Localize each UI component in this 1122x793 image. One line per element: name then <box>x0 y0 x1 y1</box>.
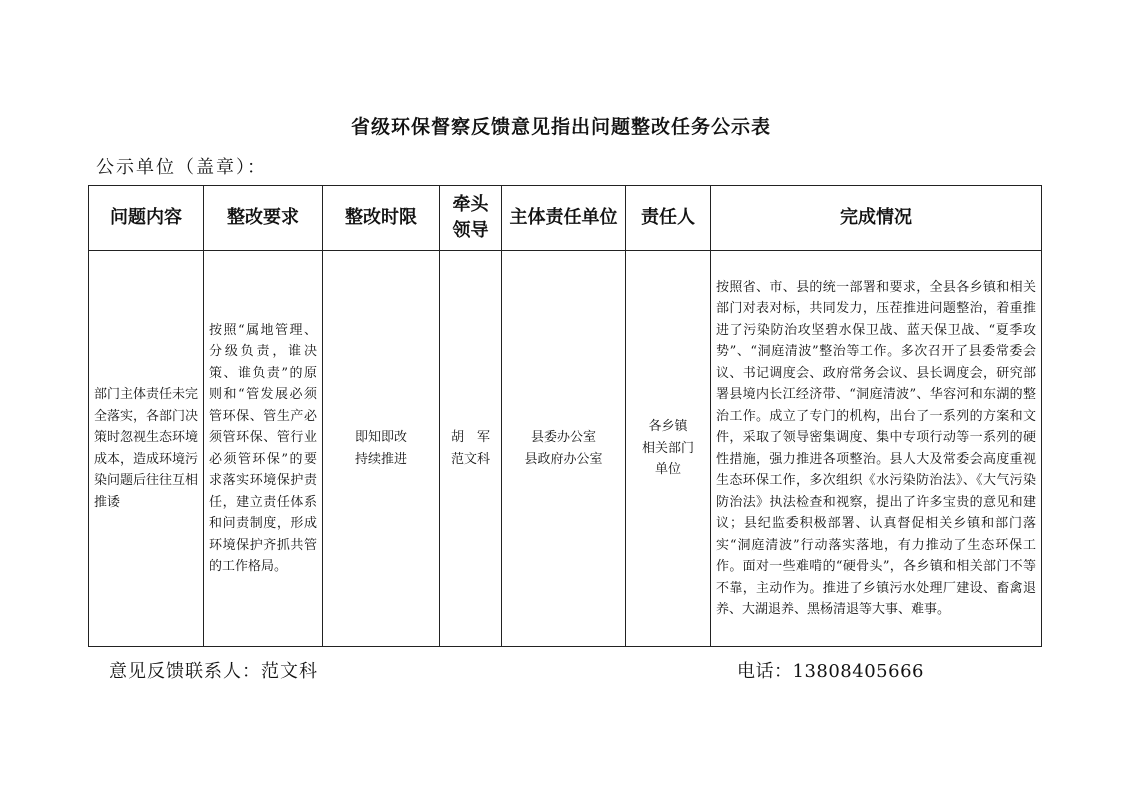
cell-completion: 按照省、市、县的统一部署和要求，全县各乡镇和相关部门对表对标，共同发力，压茬推进问题整治，着重推进了污染防治攻坚碧水保卫战、蓝天保卫战、“夏季攻势”、“洞庭清波”整治等工作。多次召开了县委常委会议、书记调度会、政府常务会议、县长调度会，研究部署县境内长江经济带、“洞庭清波”、华容河和东湖的整治工作。成立了专门的机构，出台了一系列的方案和文件，采取了领导密集调度、集中专项行动等一系列的硬性措施，强力推进各项整治。县人大及常委会高度重视生态环保工作，多次组织《水污染防治法》、《大气污染防治法》执法检查和视察，提出了许多宝贵的意见和建议；县纪监委积极部署、认真督促相关乡镇和部门落实“洞庭清波”行动落实落地，有力推动了生态环保工作。面对一些难啃的“硬骨头”，各乡镇和相关部门不等不靠，主动作为。推进了乡镇污水处理厂建设、畜禽退养、大湖退养、黑杨清退等大事、难事。 <box>711 251 1042 647</box>
table-header-row <box>89 186 1042 251</box>
cell-requirement: 按照“属地管理、分级负责，谁决策、谁负责”的原则和“管发展必须管环保、管生产必须管环保、管行业必须管环保”的要求落实环境保护责任，建立责任体系和问责制度，形成环境保护齐抓共管的工作格局。 <box>204 251 323 647</box>
unit-line-1: 县委办公室 <box>530 430 596 445</box>
header-requirement: 整改要求 <box>204 186 323 251</box>
header-responsible-unit: 主体责任单位 <box>502 186 626 251</box>
document-title: 省级环保督察反馈意见指出问题整改任务公示表 <box>350 116 771 138</box>
cell-issue: 部门主体责任未完全落实，各部门决策时忽视生态环境成本，造成环境污染问题后往往互相推诿 <box>89 251 204 647</box>
cell-deadline <box>323 251 440 647</box>
unit-line-2: 县政府办公室 <box>524 451 603 467</box>
deadline-line-2: 持续推进 <box>354 451 407 467</box>
header-issue: 问题内容 <box>89 186 204 251</box>
contact-phone: 电话：13808405666 <box>737 661 924 682</box>
person-line-3: 单位 <box>654 462 681 478</box>
header-deadline: 整改时限 <box>323 186 440 251</box>
table-row <box>89 251 1042 647</box>
header-responsible-person: 责任人 <box>626 186 711 251</box>
cell-responsible-unit <box>502 251 626 647</box>
deadline-line-1: 即知即改 <box>354 430 407 445</box>
cell-lead <box>440 251 502 647</box>
person-line-2: 相关部门 <box>641 440 694 456</box>
header-lead: 牵头领导 <box>440 186 502 251</box>
publishing-unit-label: 公示单位（盖章）： <box>96 157 267 178</box>
rectification-table <box>88 185 1042 647</box>
lead-line-2: 范文科 <box>450 451 490 467</box>
cell-responsible-person <box>626 251 711 647</box>
person-line-1: 各乡镇 <box>648 419 688 435</box>
lead-line-1: 胡 军 <box>450 430 490 445</box>
feedback-contact: 意见反馈联系人：范文科 <box>109 661 318 682</box>
header-completion: 完成情况 <box>711 186 1042 251</box>
